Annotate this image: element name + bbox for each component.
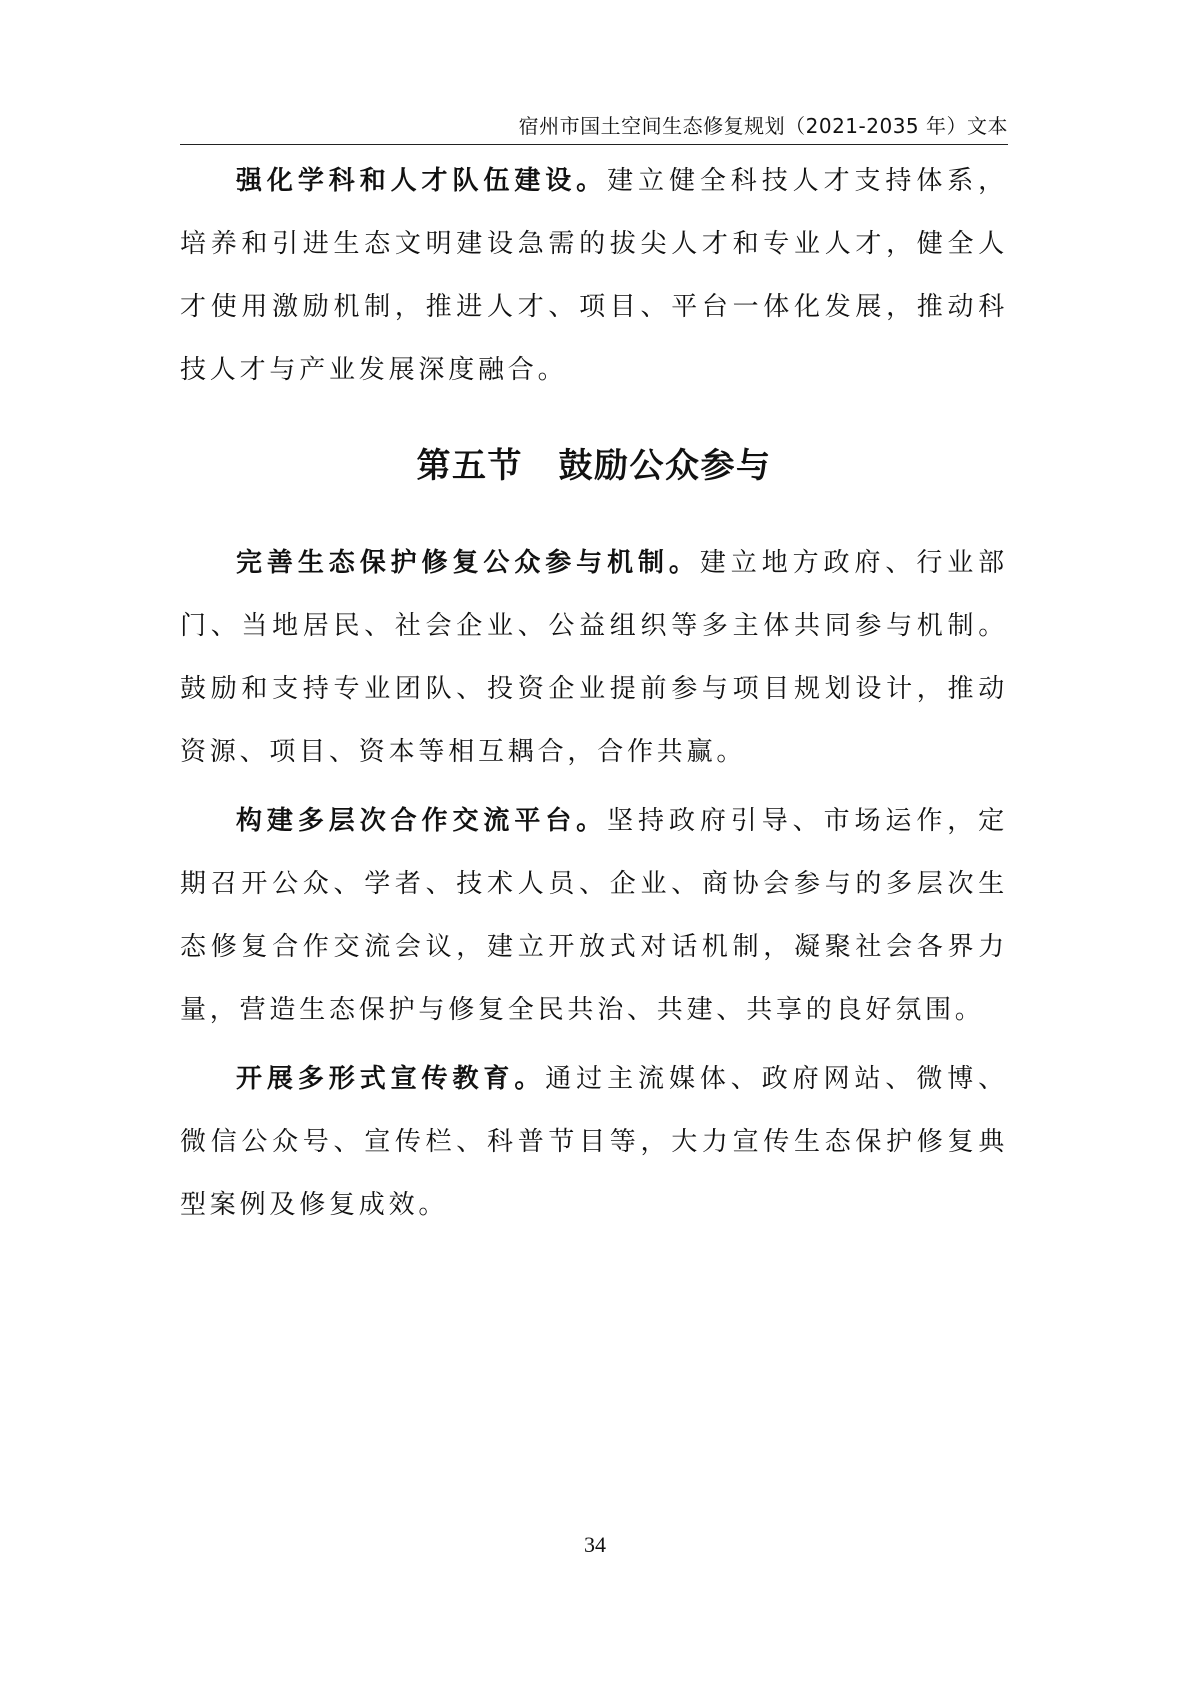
header-title: 宿州市国土空间生态修复规划（2021-2035 年）文本: [518, 114, 1008, 138]
paragraph-lead: 开展多形式宣传教育。: [236, 1064, 546, 1094]
paragraph-text: 建立健全科技人才支持体系，培养和引进生态文明建设急需的拔尖人才和专业人才，健全人才使用激励机制，推进人才、项目、平台一体化发展，推动科技人才与产业发展深度融合。: [180, 166, 1008, 385]
page-number: 34: [584, 1532, 606, 1557]
paragraph-talent: [180, 150, 1008, 402]
page-body: [180, 150, 1008, 1237]
paragraph-participation-mechanism: [180, 532, 1008, 784]
paragraph-lead: 构建多层次合作交流平台。: [236, 806, 608, 836]
paragraph-lead: 强化学科和人才队伍建设。: [236, 166, 608, 196]
running-header: [180, 108, 1008, 145]
section-heading: 第五节 鼓励公众参与: [416, 446, 772, 486]
paragraph-text: 建立地方政府、行业部门、当地居民、社会企业、公益组织等多主体共同参与机制。鼓励和支持专业团队、投资企业提前参与项目规划设计，推动资源、项目、资本等相互耦合，合作共赢。: [180, 548, 1008, 767]
paragraph-lead: 完善生态保护修复公众参与机制。: [236, 548, 700, 578]
paragraph-publicity-education: [180, 1048, 1008, 1237]
paragraph-exchange-platform: [180, 790, 1008, 1042]
paragraph-text: 通过主流媒体、政府网站、微博、微信公众号、宣传栏、科普节目等，大力宣传生态保护修复典型案例及修复成效。: [180, 1064, 1008, 1220]
paragraph-text: 坚持政府引导、市场运作，定期召开公众、学者、技术人员、企业、商协会参与的多层次生态修复合作交流会议，建立开放式对话机制，凝聚社会各界力量，营造生态保护与修复全民共治、共建、共享的良好氛围。: [180, 806, 1008, 1025]
